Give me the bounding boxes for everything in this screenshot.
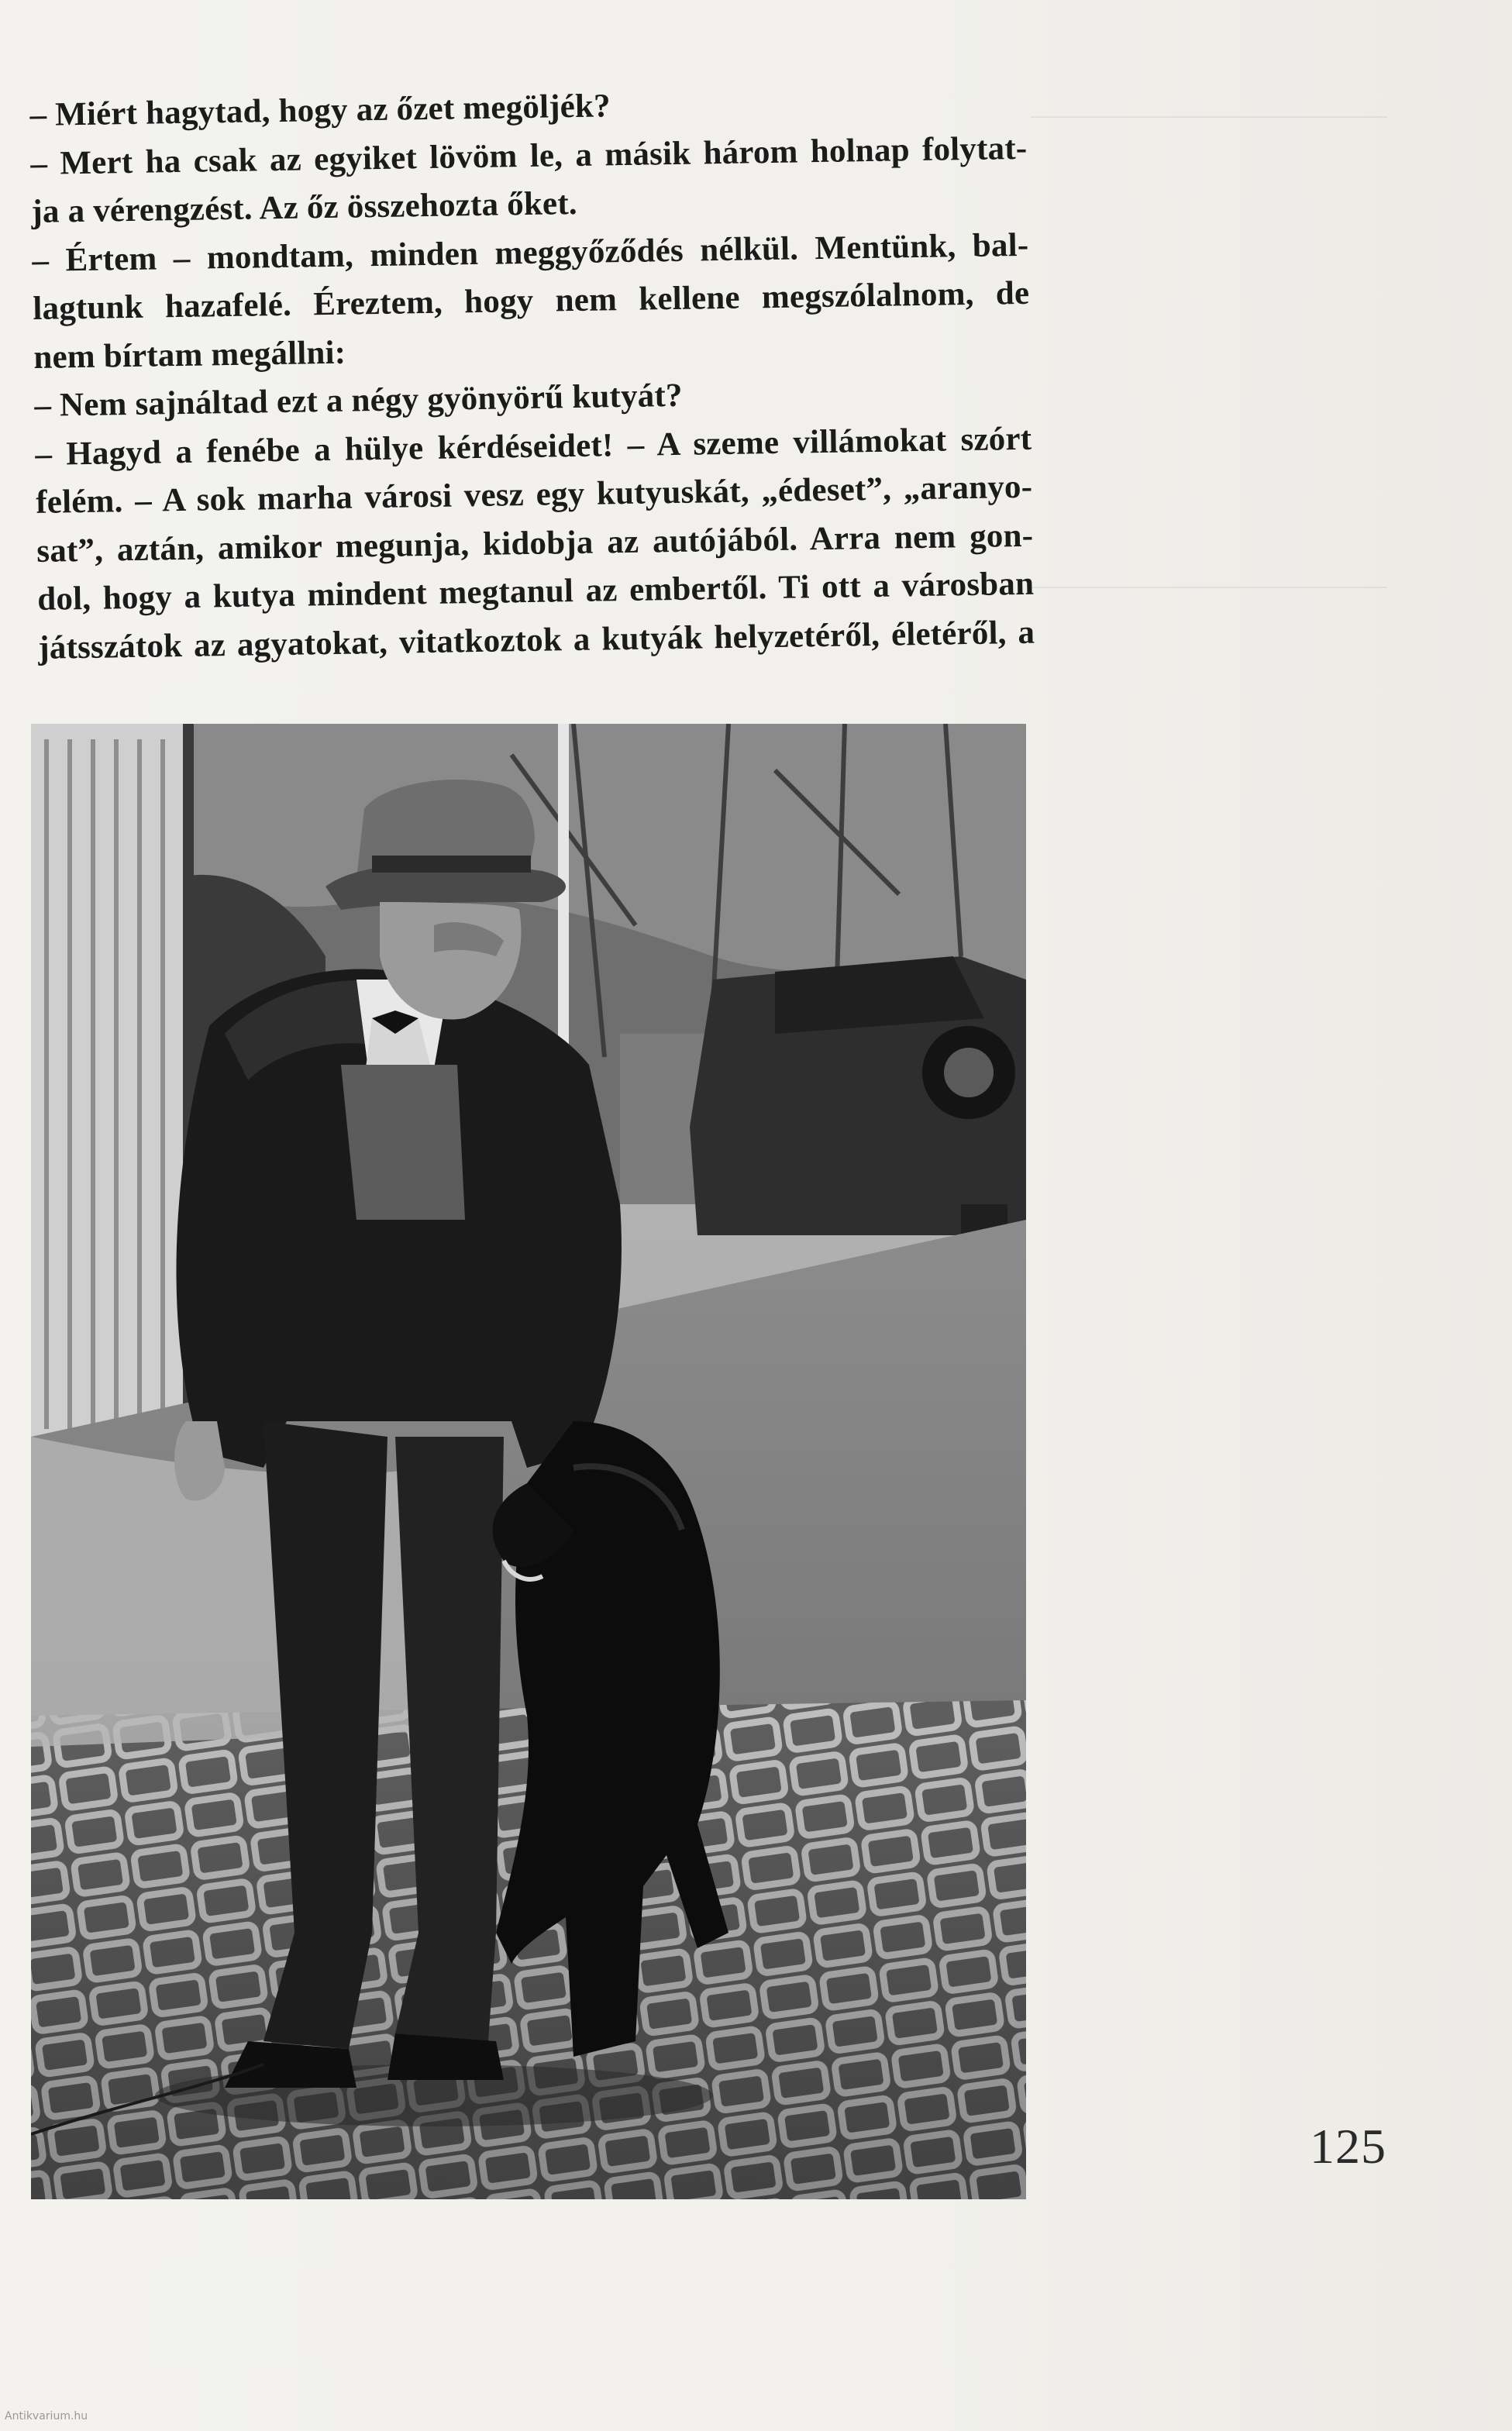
text-line: – Hagyd a fenébe a hülye kérdéseidet! – A szeme villámokat szórt [34,420,1032,473]
text-line: sat”, aztán, amikor megunja, kidobja az autójából. Arra nem gon- [36,517,1034,570]
text-line: dol, hogy a kutya mindent megtanul az embertől. Ti ott a városban [36,565,1035,618]
text-line: játsszátok az agyatokat, vitatkoztok a kutyák helyzetéről, életéről, a [37,614,1035,666]
text-line: ja a vérengzést. Az őz összehozta őket. [31,184,578,230]
page-number: 125 [1310,2119,1386,2174]
watermark-logo: Antikvarium.hu [5,2410,88,2422]
bleed-through-line [1031,116,1387,118]
text-line: – Nem sajnáltad ezt a négy gyönyörű kutyát? [34,377,683,424]
text-line: – Miért hagytad, hogy az őzet megöljék? [29,88,611,133]
text-line: – Mert ha csak az egyiket lövöm le, a másik három holnap folytat- [30,129,1028,182]
body-text [29,76,1035,673]
text-line: – Értem – mondtam, minden meggyőződés nélkül. Mentünk, bal- [32,226,1029,279]
bleed-through-line [1031,587,1387,588]
photograph-man-with-dog [31,724,1026,2199]
text-line: nem bírtam megállni: [33,334,346,376]
text-line: lagtunk hazafelé. Éreztem, hogy nem kellene megszólalnom, de [33,274,1030,327]
text-line: felém. – A sok marha városi vesz egy kutyuskát, „édeset”, „aranyo- [35,468,1033,521]
